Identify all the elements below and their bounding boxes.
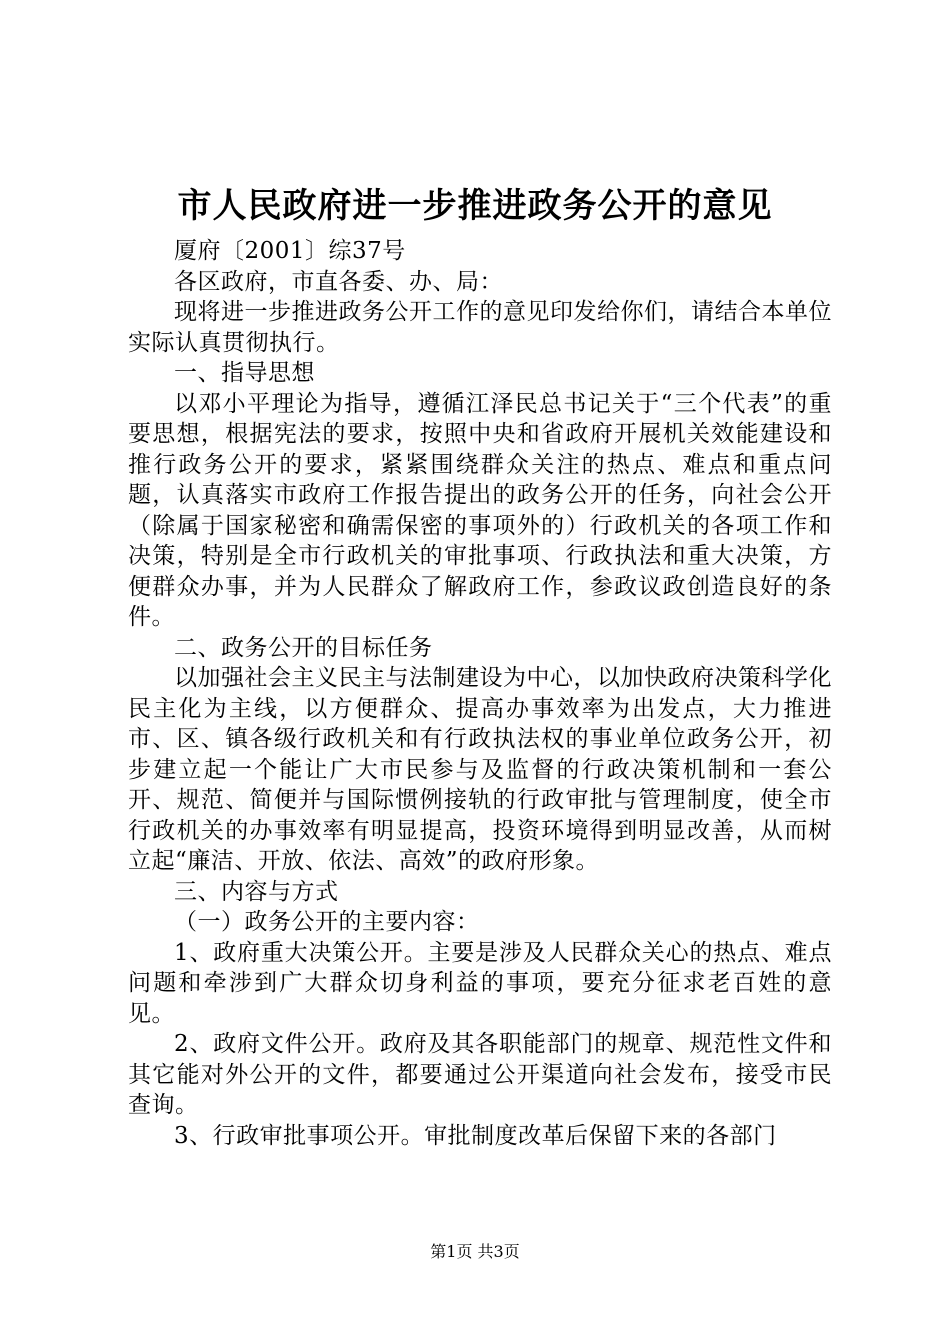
section-heading-2: 二、政务公开的目标任务 [174,634,433,661]
content-item-2: 2、政府文件公开。政府及其各职能部门的规章、规范性文件和其它能对外公开的文件，都要通过公开渠道向社会发布，接受市民查询。 [128,1031,832,1118]
content-item-3: 3、行政审批事项公开。审批制度改革后保留下来的各部门 [174,1122,777,1149]
document-title: 市人民政府进一步推进政务公开的意见 [177,186,773,226]
document-number: 厦府〔2001〕综37号 [174,238,406,264]
section-heading-3: 三、内容与方式 [174,878,339,905]
section-1-paragraph: 以邓小平理论为指导，遵循江泽民总书记关于“三个代表”的重要思想，根据宪法的要求，按照中央和省政府开展机关效能建设和推行政务公开的要求，紧紧围绕群众关注的热点、难点和重点问题，认真落实市政府工作报告提出的政务公开的任务，向社会公开（除属于国家秘密和确需保密的事项外的）行政机关的各项工作和决策，特别是全市行政机关的审批事项、行政执法和重大决策，方便群众办事，并为人民群众了解政府工作，参政议政创造良好的条件。 [128,390,832,630]
page-footer: 第1页 共3页 [430,1242,520,1261]
content-item-1: 1、政府重大决策公开。主要是涉及人民群众关心的热点、难点问题和牵涉到广大群众切身利益的事项，要充分征求老百姓的意见。 [128,939,832,1027]
section-heading-1: 一、指导思想 [174,360,315,386]
intro-paragraph: 现将进一步推进政务公开工作的意见印发给你们，请结合本单位实际认真贯彻执行。 [128,299,832,356]
section-2-paragraph: 以加强社会主义民主与法制建设为中心，以加快政府决策科学化民主化为主线，以方便群众、提高办事效率为出发点，大力推进市、区、镇各级行政机关和有行政执法权的事业单位政务公开，初步建立起一个能让广大市民参与及监督的行政决策机制和一套公开、规范、简便并与国际惯例接轨的行政审批与管理制度，使全市行政机关的办事效率有明显提高，投资环境得到明显改善，从而树立起“廉洁、开放、依法、高效”的政府形象。 [128,665,832,874]
subsection-heading-1: （一）政务公开的主要内容： [174,909,480,935]
document-body [128,236,832,1151]
addressee-line: 各区政府，市直各委、办、局： [174,268,503,295]
